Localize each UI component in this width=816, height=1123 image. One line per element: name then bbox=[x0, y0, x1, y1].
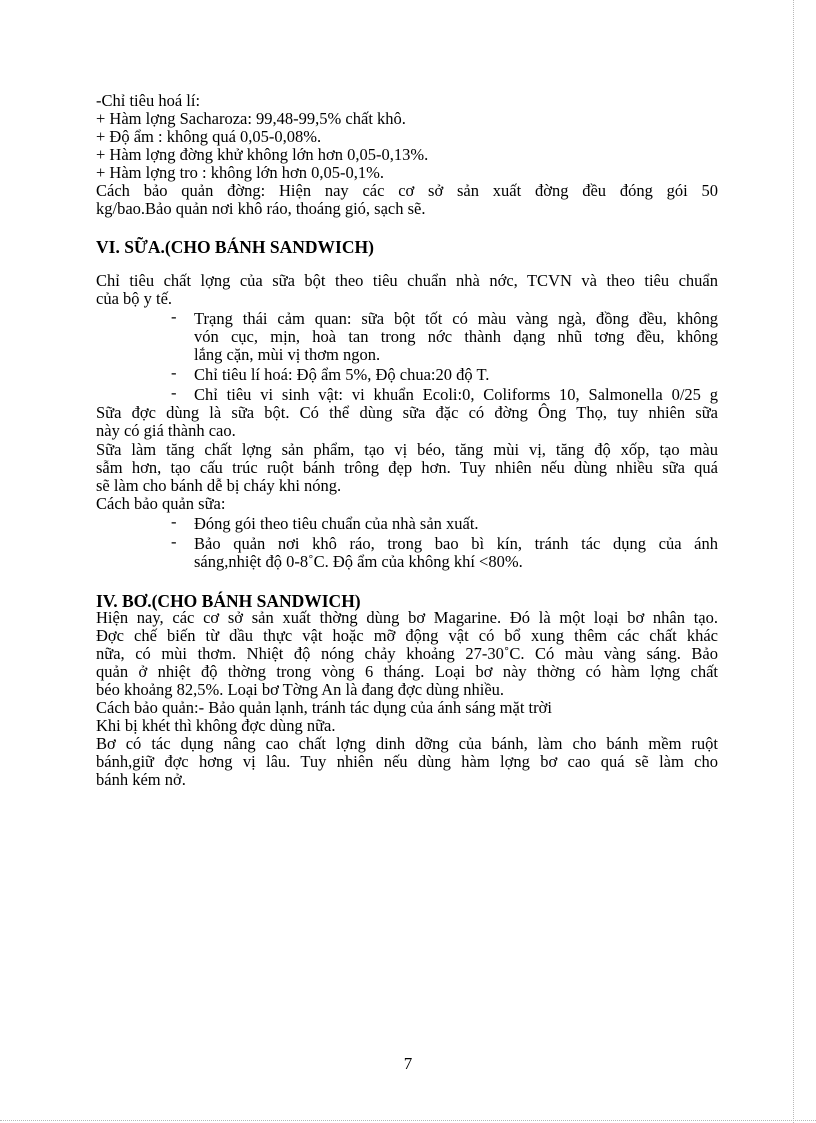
milk-storage-item-1: Đóng gói theo tiêu chuẩn của nhà sản xuất. bbox=[194, 514, 479, 533]
milk-intro-line-1: Chỉ tiêu chất lợng của sữa bột theo tiêu chuẩn nhà nớc, TCVN và theo tiêu chuẩn bbox=[96, 271, 718, 290]
sensory-line-1: Trạng thái cảm quan: sữa bột tốt có màu vàng ngà, đồng đều, không bbox=[194, 309, 718, 328]
microbio-criteria: Chỉ tiêu vi sinh vật: vi khuẩn Ecoli:0, Coliforms 10, Salmonella 0/25 g bbox=[194, 385, 718, 404]
page-bottom-divider bbox=[0, 1120, 816, 1121]
milk-storage-item-2-line-1: Bảo quản nơi khô ráo, trong bao bì kín, tránh tác dụng của ánh bbox=[194, 534, 718, 553]
milk-heading: VI. SỮA.(CHO BÁNH SANDWICH) bbox=[96, 237, 374, 257]
butter-para-line: Đợc chế biến từ dầu thực vật hoặc mỡ động vật có bổ xung thêm các chất khác bbox=[96, 626, 718, 645]
milk-use-line-1: Sữa đợc dùng là sữa bột. Có thể dùng sữa đặc có đờng Ông Thọ, tuy nhiên sữa bbox=[96, 403, 718, 422]
sensory-line-3: lắng cặn, mùi vị thơm ngon. bbox=[194, 345, 381, 364]
bullet-dash: - bbox=[171, 512, 177, 531]
physchem-criteria: Chỉ tiêu lí hoá: Độ ẩm 5%, Độ chua:20 độ T. bbox=[194, 365, 490, 384]
milk-effect-line-2: sẫm hơn, tạo cấu trúc ruột bánh trông đẹp hơn. Tuy nhiên nếu dùng nhiều sữa quá bbox=[96, 458, 718, 477]
milk-storage-title: Cách bảo quản sữa: bbox=[96, 494, 226, 513]
sugar-storage-line-1: Cách bảo quản đờng: Hiện nay các cơ sở sản xuất đờng đều đóng gói 50 bbox=[96, 181, 718, 200]
butter-heading: IV. BƠ.(CHO BÁNH SANDWICH) bbox=[96, 591, 361, 611]
butter-effect-line: bánh kém nở. bbox=[96, 770, 186, 789]
butter-para-line: béo khoảng 82,5%. Loại bơ Tờng An là đang đợc dùng nhiều. bbox=[96, 680, 505, 699]
chem-item-reducing-sugar: + Hàm lợng đờng khử không lớn hơn 0,05-0,13%. bbox=[96, 145, 429, 164]
milk-use-line-2: này có giá thành cao. bbox=[96, 421, 236, 440]
bullet-dash: - bbox=[171, 532, 177, 551]
chem-item-ash: + Hàm lợng tro : không lớn hơn 0,05-0,1%. bbox=[96, 163, 385, 182]
butter-para-line: Hiện nay, các cơ sở sản xuất thờng dùng bơ Magarine. Đó là một loại bơ nhân tạo. bbox=[96, 608, 718, 627]
sensory-line-2: vón cục, mịn, hoà tan trong nớc thành dạng nhũ tơng đều, không bbox=[194, 327, 718, 346]
milk-intro-line-2: của bộ y tế. bbox=[96, 289, 173, 308]
butter-effect-line: bánh,giữ đợc hơng vị lâu. Tuy nhiên nếu dùng hàm lợng bơ cao quá sẽ làm cho bbox=[96, 752, 718, 771]
milk-effect-line-3: sẽ làm cho bánh dễ bị cháy khi nóng. bbox=[96, 476, 342, 495]
butter-para-line: quản ở nhiệt độ thờng trong vòng 6 tháng. Loại bơ này thờng có hàm lợng chất bbox=[96, 662, 718, 681]
chem-item-moisture: + Độ ẩm : không quá 0,05-0,08%. bbox=[96, 127, 322, 146]
bullet-dash: - bbox=[171, 363, 177, 382]
chem-criteria-title: -Chỉ tiêu hoá lí: bbox=[96, 91, 201, 110]
butter-storage-line: Cách bảo quản:- Bảo quản lạnh, tránh tác dụng của ánh sáng mặt trời bbox=[96, 698, 552, 717]
milk-storage-item-2-line-2: sáng,nhiệt độ 0-8˚C. Độ ẩm của không khí <80%. bbox=[194, 552, 523, 571]
page-number: 7 bbox=[403, 1054, 413, 1073]
butter-para-line: nữa, có mùi thơm. Nhiệt độ nóng chảy khoảng 27-30˚C. Có màu vàng sáng. Bảo bbox=[96, 644, 718, 663]
sugar-storage-line-2: kg/bao.Bảo quản nơi khô ráo, thoáng gió, sạch sẽ. bbox=[96, 199, 426, 218]
milk-effect-line-1: Sữa làm tăng chất lợng sản phẩm, tạo vị béo, tăng mùi vị, tăng độ xốp, tạo màu bbox=[96, 440, 718, 459]
bullet-dash: - bbox=[171, 307, 177, 326]
butter-effect-line: Bơ có tác dụng nâng cao chất lợng dinh dỡng của bánh, làm cho bánh mềm ruột bbox=[96, 734, 718, 753]
page-edge-divider bbox=[793, 0, 794, 1123]
bullet-dash: - bbox=[171, 383, 177, 402]
chem-item-sucrose: + Hàm lợng Sacharoza: 99,48-99,5% chất khô. bbox=[96, 109, 406, 128]
butter-burnt-line: Khi bị khét thì không đợc dùng nữa. bbox=[96, 716, 336, 735]
